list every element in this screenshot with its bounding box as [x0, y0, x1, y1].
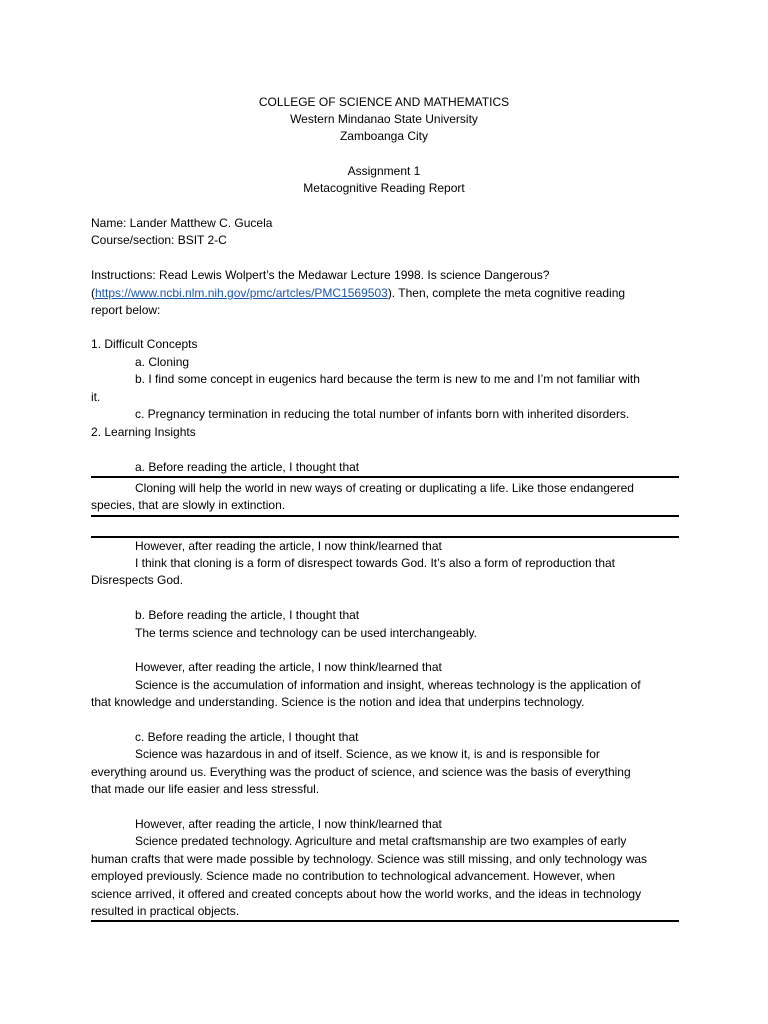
university-name: Western Mindanao State University: [290, 112, 478, 126]
concept-b-line-1: b. I find some concept in eugenics hard because the term is new to me and I’m not familiar with: [135, 372, 640, 386]
report-title: Metacognitive Reading Report: [303, 181, 465, 195]
concept-c: c. Pregnancy termination in reducing the total number of infants born with inherited disorders.: [135, 407, 630, 421]
insight-b-after-prompt: However, after reading the article, I now think/learned that: [135, 660, 442, 674]
insight-b-after-answer-1: Science is the accumulation of information and insight, whereas technology is the application of: [135, 678, 641, 692]
difficult-concepts-heading: 1. Difficult Concepts: [91, 337, 198, 351]
insight-a-before-answer-2: species, that are slowly in extinction.: [91, 498, 286, 512]
instructions-line-2: [91, 285, 625, 301]
divider-rule: [91, 920, 679, 922]
insight-c-after-answer-1: Science predated technology. Agriculture and metal craftsmanship are two examples of early: [135, 834, 627, 848]
city-name: Zamboanga City: [339, 129, 429, 143]
college-heading: COLLEGE OF SCIENCE AND MATHEMATICS: [258, 95, 510, 109]
instructions-line-3: report below:: [91, 303, 161, 317]
student-name: Name: Lander Matthew C. Gucela: [91, 216, 273, 230]
learning-insights-heading: 2. Learning Insights: [91, 425, 196, 439]
instructions-line-2-rest: ). Then, complete the meta cognitive reading: [387, 286, 626, 300]
insight-a-before-prompt: a. Before reading the article, I thought that: [135, 460, 360, 474]
assignment-number: Assignment 1: [347, 164, 421, 178]
insight-a-after-answer-1: I think that cloning is a form of disrespect towards God. It’s also a form of reproduction that: [135, 556, 616, 570]
insight-a-before-answer-1: Cloning will help the world in new ways of creating or duplicating a life. Like those endangered: [135, 481, 634, 495]
paren-open: (: [91, 286, 95, 300]
insight-b-before-answer: The terms science and technology can be used interchangeably.: [135, 626, 477, 640]
insight-c-after-prompt: However, after reading the article, I now think/learned that: [135, 817, 442, 831]
insight-a-after-prompt: However, after reading the article, I now think/learned that: [135, 539, 442, 553]
insight-c-after-answer-4: science arrived, it offered and created concepts about how the world works, and the ideas in technology: [91, 887, 642, 901]
insight-c-after-answer-5: resulted in practical objects.: [91, 904, 240, 918]
insight-c-before-answer-2: everything around us. Everything was the product of science, and science was the basis of everything: [91, 765, 631, 779]
insight-c-before-answer-3: that made our life easier and less stressful.: [91, 782, 320, 796]
student-course: Course/section: BSIT 2-C: [91, 233, 227, 247]
insight-c-after-answer-3: employed previously. Science made no contribution to technological advancement. However, when: [91, 869, 616, 883]
insight-c-after-answer-2: human crafts that were made possible by technology. Science was still missing, and only technology was: [91, 852, 648, 866]
article-link[interactable]: https://www.ncbi.nlm.nih.gov/pmc/artcles/PMC1569503: [95, 286, 388, 300]
insight-b-after-answer-2: that knowledge and understanding. Science is the notion and idea that underpins technology.: [91, 695, 585, 709]
instructions-line-1: Instructions: Read Lewis Wolpert’s the Medawar Lecture 1998. Is science Dangerous?: [91, 268, 550, 282]
insight-a-after-answer-2: Disrespects God.: [91, 573, 184, 587]
insight-c-before-prompt: c. Before reading the article, I thought that: [135, 730, 359, 744]
divider-rule: [91, 515, 679, 517]
insight-b-before-prompt: b. Before reading the article, I thought that: [135, 608, 360, 622]
concept-b-line-2: it.: [91, 390, 101, 404]
concept-a: a. Cloning: [135, 355, 190, 369]
insight-c-before-answer-1: Science was hazardous in and of itself. Science, as we know it, is and is responsible for: [135, 747, 600, 761]
divider-rule: [91, 476, 679, 478]
